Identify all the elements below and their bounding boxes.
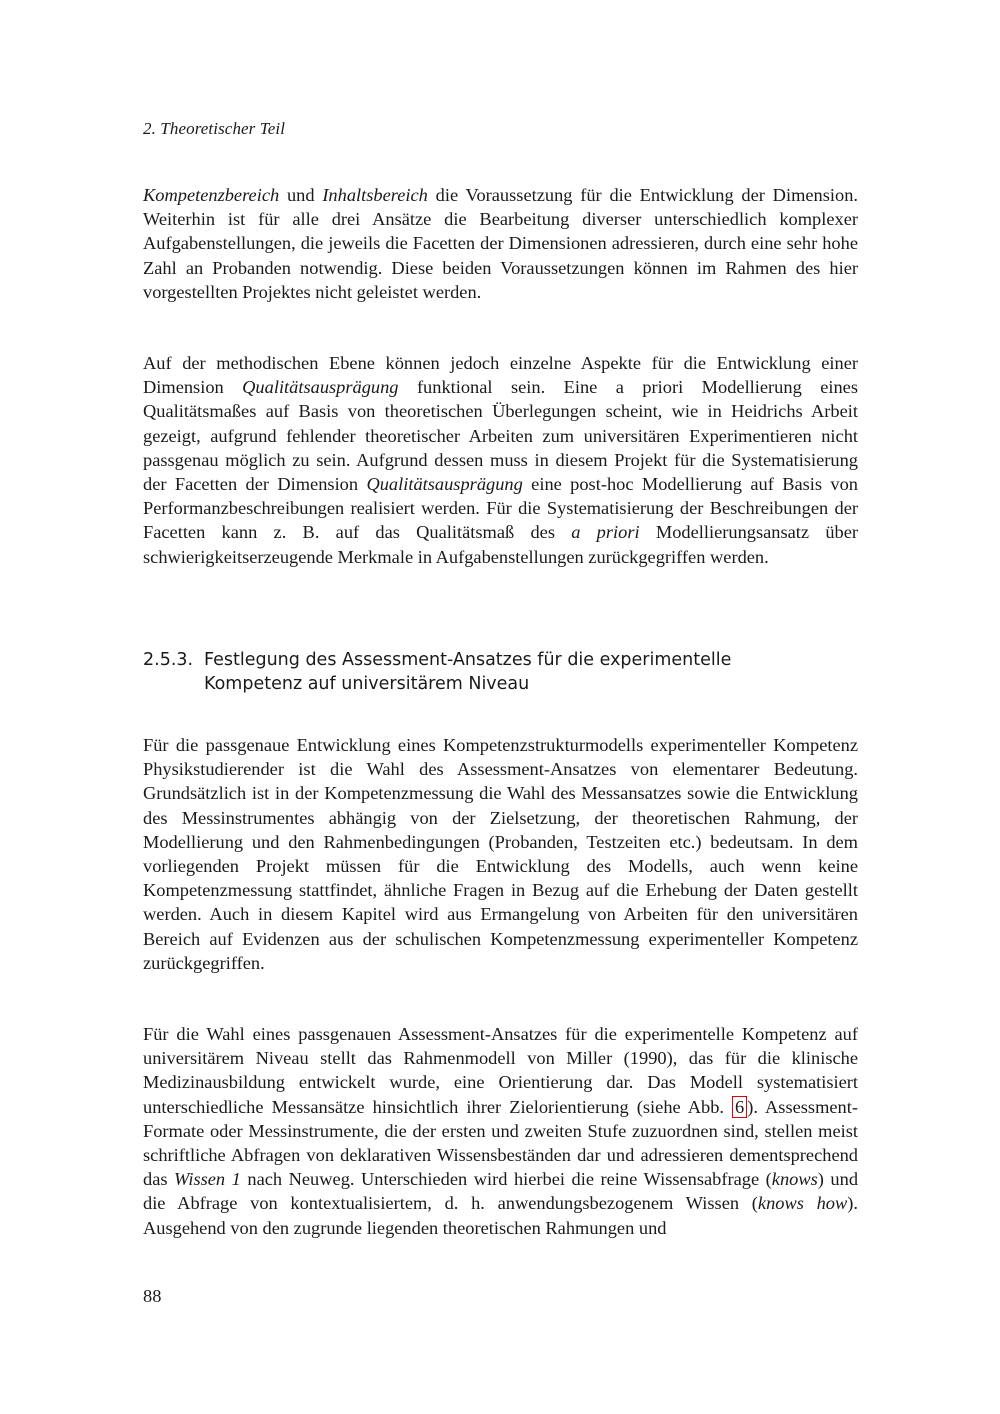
section-number: 2.5.3.: [143, 650, 194, 670]
paragraph-3: [143, 733, 858, 975]
text-run: und: [279, 185, 323, 205]
section-title-line-1: Festlegung des Assessment-Ansatzes für die experimentelle: [204, 650, 732, 670]
text-run: Für die Wahl eines passgenauen Assessment-Ansatzes für die experimentelle Kompetenz auf universitärem Niveau stellt das Rahmenmodell von Miller (1990), das für die klinische Medizinausbildung entwickelt wurde, eine Orientierung dar. Das Modell systematisiert unterschiedliche Messansätze hinsichtlich ihrer Zielorientierung (siehe Abb.: [143, 1024, 858, 1117]
text-run: Für die passgenaue Entwicklung eines Kompetenzstrukturmodells experimenteller Kompetenz Physikstudierender ist die Wahl des Assessment-Ansatzes von elementarer Bedeutung. Grundsätzlich ist in der Kompetenzmessung die Wahl des Messansatzes sowie die Entwicklung des Messinstrumentes abhängig von der Zielsetzung, der theoretischen Rahmung, der Modellierung und den Rahmenbedingungen (Probanden, Testzeiten etc.) bedeutsam. In dem vorliegenden Projekt müssen für die Entwicklung des Modells, auch wenn keine Kompetenzmessung stattfindet, ähnliche Fragen in Bezug auf die Erhebung der Daten gestellt werden. Auch in diesem Kapitel wird aus Ermangelung von Arbeiten für den universitären Bereich auf Evidenzen aus der schulischen Kompetenzmessung experimenteller Kompetenz zurückgegriffen.: [143, 735, 858, 973]
text-run: ) und die Abfrage von kontextualisiertem, d. h. anwendungsbezogenem Wissen (: [143, 1169, 859, 1214]
figure-reference-link[interactable]: 6: [732, 1096, 747, 1118]
italic-term: knows: [771, 1169, 818, 1190]
paragraph-1: [143, 183, 858, 304]
text-run: ). Assessment-Formate oder Messinstrumente, die der ersten und zweiten Stufe zuzuordnen sind, stellen meist schriftliche Abfragen von deklarativen Wissensbeständen dar und adressieren dementsprechend das: [143, 1096, 858, 1190]
section-title: [204, 648, 844, 696]
page-number: 88: [143, 1286, 162, 1306]
italic-term: Wissen 1: [174, 1169, 241, 1190]
text-run: funktional sein. Eine a priori Modellierung eines Qualitätsmaßes auf Basis von theoretischen Überlegungen scheint, wie in Heidrichs Arbeit gezeigt, aufgrund fehlender theoretischer Arbeiten zum universitären Experimentieren nicht passgenau möglich zu sein. Aufgrund dessen muss in diesem Projekt für die Systematisierung der Facetten der Dimension: [143, 377, 858, 495]
text-run: Auf der methodischen Ebene können jedoch einzelne Aspekte für die Entwicklung einer Dimension: [143, 353, 858, 398]
italic-term: knows how: [757, 1193, 848, 1214]
italic-term: Kompetenzbereich: [143, 185, 280, 205]
text-run: eine post-hoc Modellierung auf Basis von Performanzbeschreibungen realisiert werden. Für die Systematisierung der Beschreibungen der Facetten kann z. B. auf das Qualitätsmaß des: [143, 474, 859, 543]
running-head: 2. Theoretischer Teil: [143, 119, 286, 138]
italic-term: Qualitätsausprägung: [366, 474, 523, 495]
italic-term: Qualitätsausprägung: [242, 377, 399, 398]
paragraph-4: [143, 1022, 858, 1240]
italic-term: Inhaltsbereich: [322, 185, 428, 205]
italic-term: a priori: [571, 522, 640, 543]
paragraph-2: [143, 351, 858, 569]
text-run: Modellierungsansatz über schwierigkeitserzeugende Merkmale in Aufgabenstellungen zurückgegriffen werden.: [143, 522, 858, 567]
text-run: ). Ausgehend von den zugrunde liegenden theoretischen Rahmungen und: [143, 1193, 858, 1238]
text-run: nach Neuweg. Unterschieden wird hierbei die reine Wissensabfrage (: [240, 1169, 772, 1190]
text-run: die Voraussetzung für die Entwicklung der Dimension. Weiterhin ist für alle drei Ansätze die Bearbeitung diverser unterschiedlich komplexer Aufgabenstellungen, die jeweils die Facetten der Dimensionen adressieren, durch eine sehr hohe Zahl an Probanden notwendig. Diese beiden Voraussetzungen können im Rahmen des hier vorgestellten Projektes nicht geleistet werden.: [143, 185, 858, 302]
section-title-line-2: Kompetenz auf universitärem Niveau: [204, 674, 530, 694]
